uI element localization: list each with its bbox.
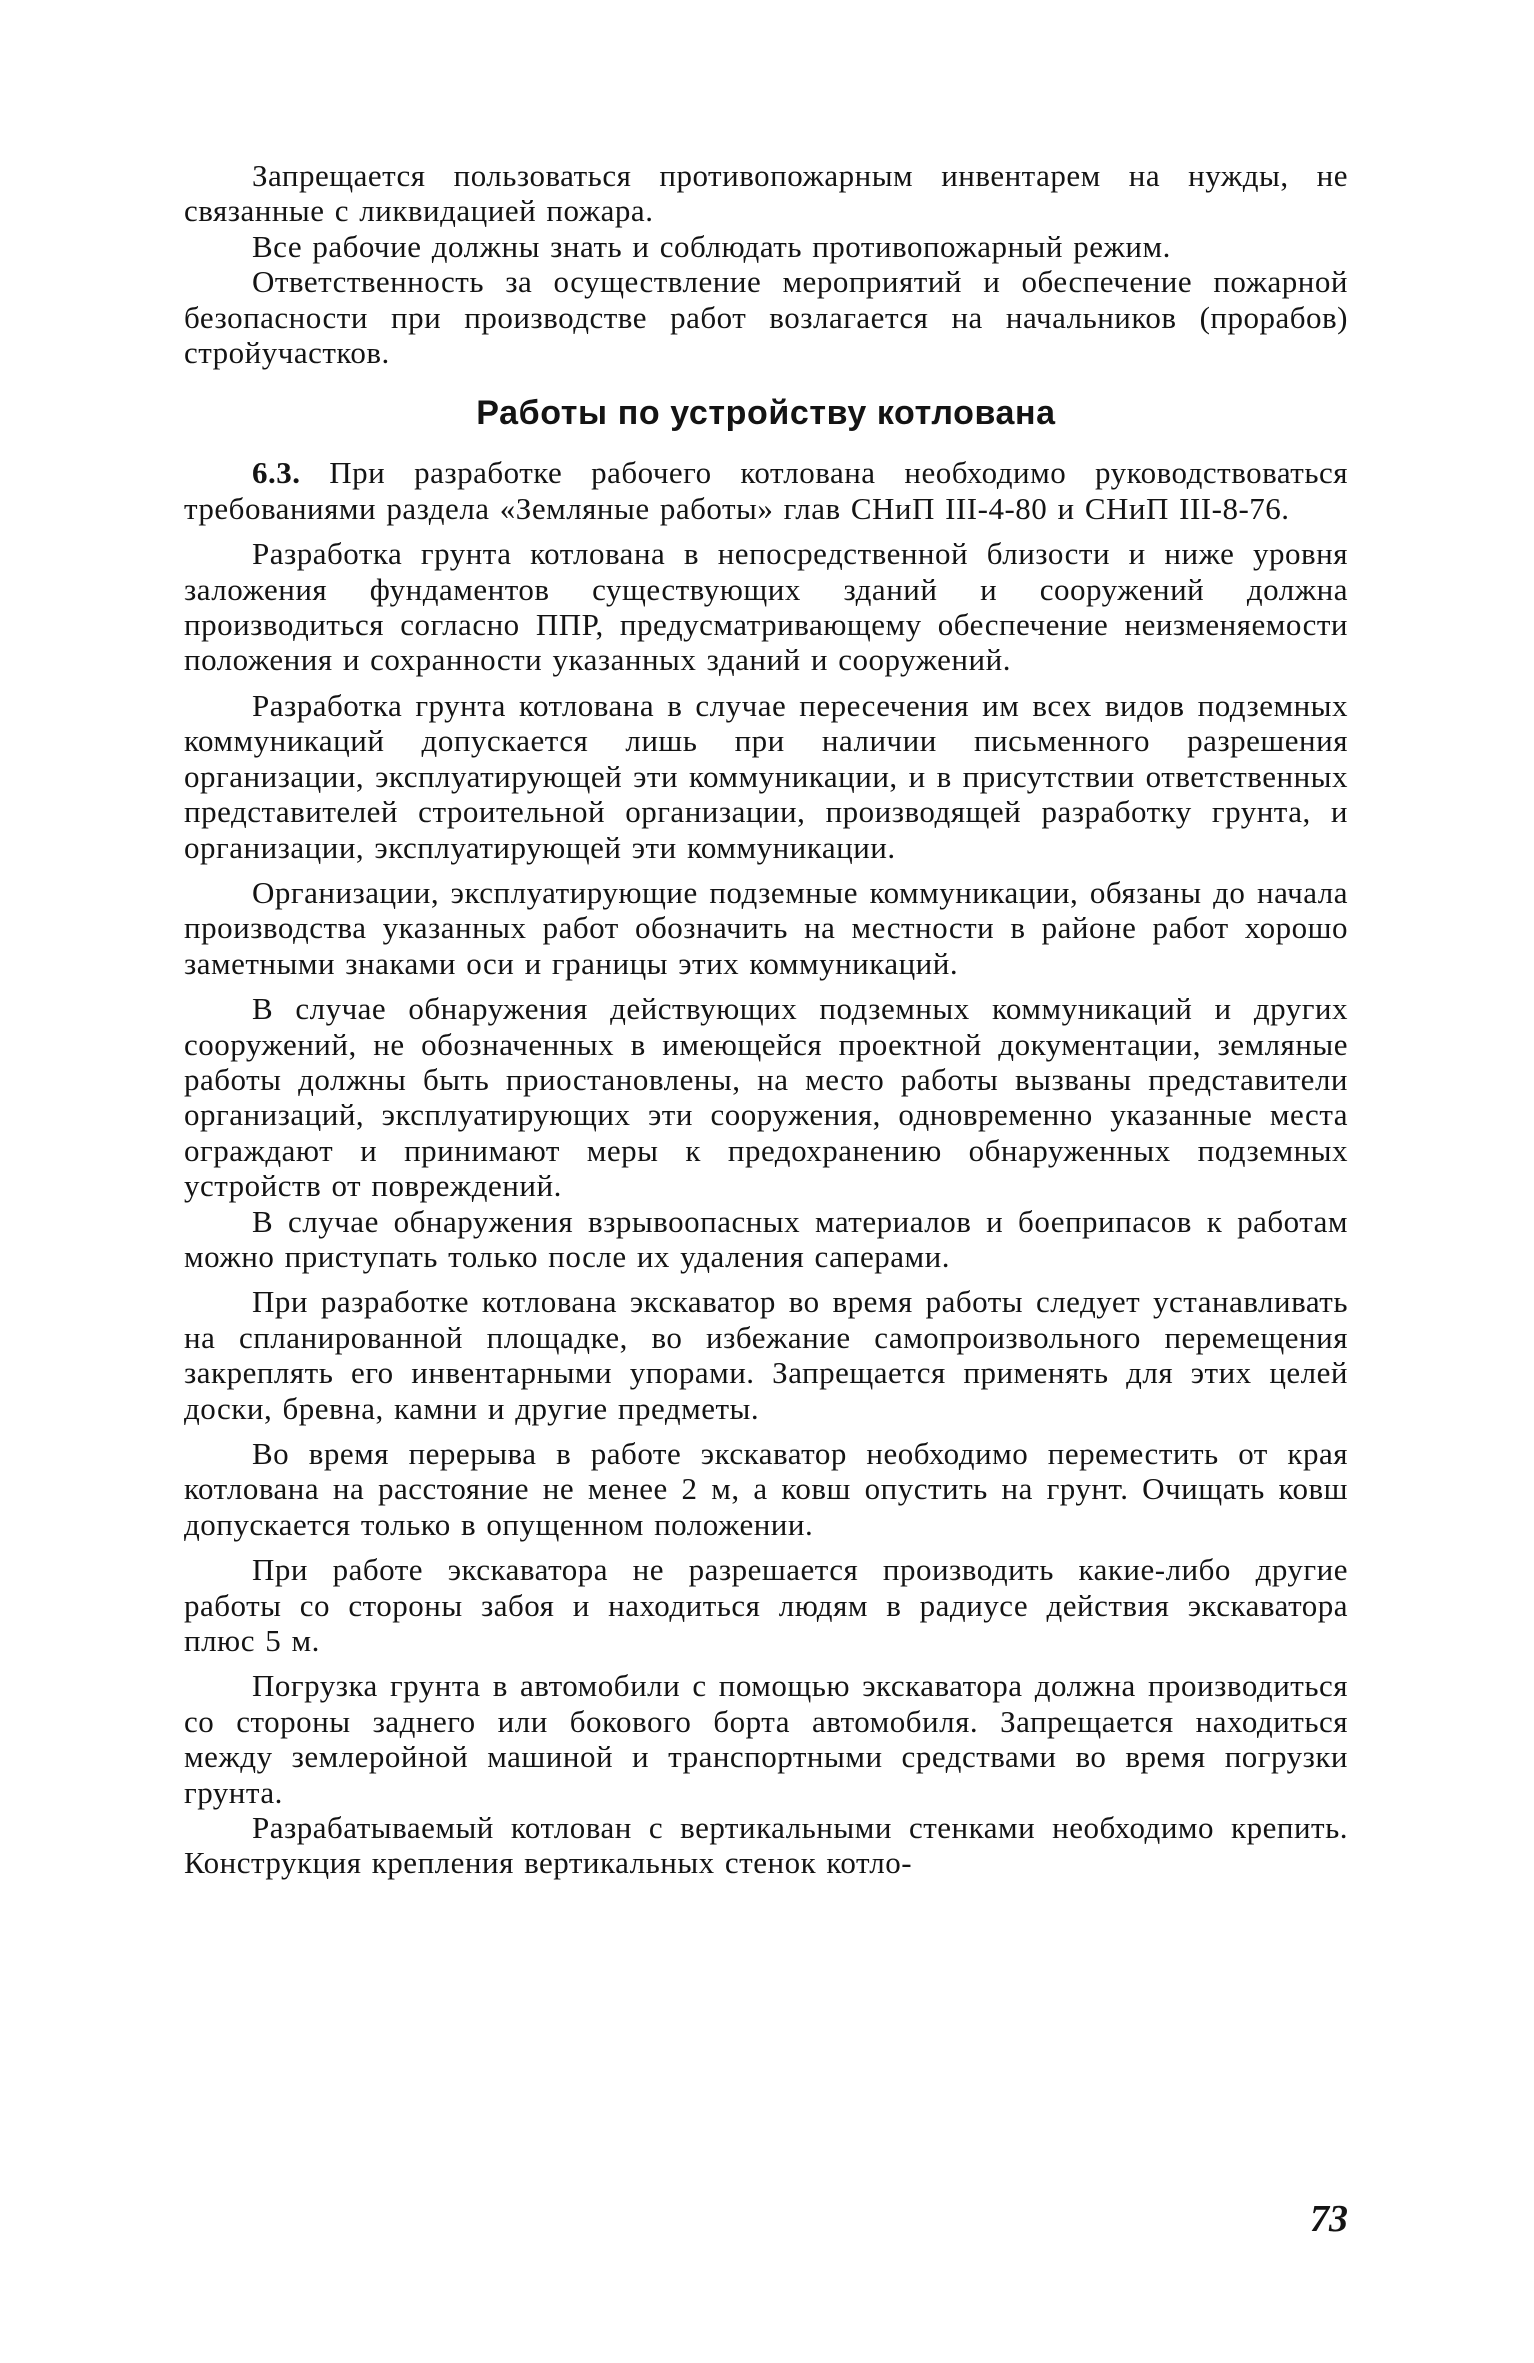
page-body [184,158,1348,1881]
page-number: 73 [1310,2198,1348,2240]
clause-text: При разработке рабочего котлована необходимо руководствоваться требованиями раздела «Земляные работы» глав СНиП III-4-80 и СНиП III-8-76. [184,455,1349,526]
paragraph: Разработка грунта котлована в непосредственной близости и ниже уровня заложения фундаментов существующих зданий и сооружений должна производиться согласно ППР, предусматривающему обеспечение неизменяемости положения и сохранности указанных зданий и сооружений. [184,536,1348,678]
paragraph-responsibility: Ответственность за осуществление мероприятий и обеспечение пожарной безопасности при производстве работ возлагается на начальников (прорабов) стройучастков. [184,264,1348,371]
paragraph: Погрузка грунта в автомобили с помощью экскаватора должна производиться со стороны заднего или бокового борта автомобиля. Запрещается находиться между землеройной машиной и транспортными средствами во время погрузки грунта. [184,1668,1348,1810]
paragraph: Организации, эксплуатирующие подземные коммуникации, обязаны до начала производства указанных работ обозначить на местности в районе работ хорошо заметными знаками оси и границы этих коммуникаций. [184,874,1348,981]
clause-6-3 [184,455,1348,526]
paragraph: Разработка грунта котлована в случае пересечения им всех видов подземных коммуникаций допускается лишь при наличии письменного разрешения организации, эксплуатирующей эти коммуникации, и в присутствии ответственных представителей строительной организации, производящей разработку грунта, и организации, эксплуатирующей эти коммуникации. [184,687,1348,865]
paragraph: В случае обнаружения взрывоопасных материалов и боеприпасов к работам можно приступать только после их удаления саперами. [184,1203,1348,1274]
paragraph: Во время перерыва в работе экскаватор необходимо переместить от края котлована на расстояние не менее 2 м, а ковш опустить на грунт. Очищать ковш допускается только в опущенном положении. [184,1436,1348,1542]
paragraph: В случае обнаружения действующих подземных коммуникаций и других сооружений, не обозначенных в имеющейся проектной документации, земляные работы должны быть приостановлены, на место работы вызваны представители организаций, эксплуатирующих эти сооружения, одновременно указанные места ограждают и принимают меры к предохранению обнаруженных подземных устройств от повреждений. [184,991,1348,1204]
section-title: Работы по устройству котлована [476,394,1056,433]
paragraph: При работе экскаватора не разрешается производить какие-либо другие работы со стороны забоя и находиться людям в радиусе действия экскаватора плюс 5 м. [184,1552,1348,1659]
clause-number: 6.3. [252,455,301,491]
paragraph-fire-inventory: Запрещается пользоваться противопожарным инвентарем на нужды, не связанные с ликвидацией пожара. [184,158,1348,229]
paragraph-fire-regime: Все рабочие должны знать и соблюдать противопожарный режим. [252,228,1171,264]
paragraph: При разработке котлована экскаватор во время работы следует устанавливать на спланированной площадке, во избежание самопроизвольного перемещения закреплять его инвентарными упорами. Запрещается применять для этих целей доски, бревна, камни и другие предметы. [184,1284,1348,1426]
paragraph: Разрабатываемый котлован с вертикальными стенками необходимо крепить. Конструкция крепления вертикальных стенок котло- [184,1810,1348,1881]
